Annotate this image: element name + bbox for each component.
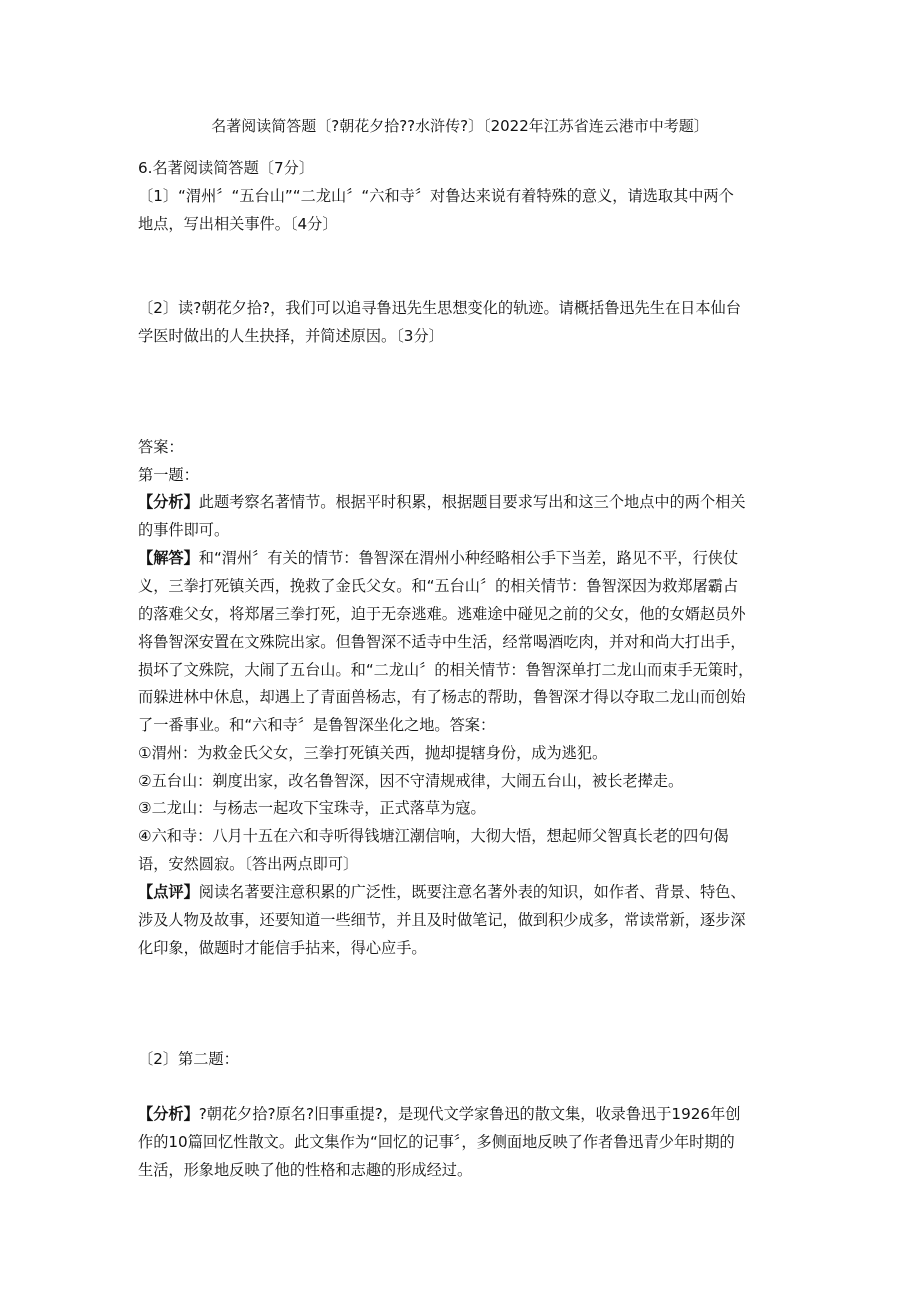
second-question-label: 〔2〕第二题： (138, 1050, 239, 1068)
analysis2-text: ?朝花夕拾?原名?旧事重提?，是现代文学家鲁迅的散文集，收录鲁迅于1926年创 (198, 1105, 741, 1123)
analysis2-line-1 (138, 1104, 788, 1124)
answer-item-4-line-2: 语，安然圆寂。〔答出两点即可〕 (138, 855, 359, 873)
answer-label: 答案： (138, 438, 184, 456)
comment-tag: 【点评】 (138, 883, 199, 901)
answer-item-2: ②五台山：剃度出家，改名鲁智深，因不守清规戒律，大闹五台山，被长老撵走。 (138, 772, 684, 790)
first-question-label: 第一题： (138, 466, 199, 484)
solution-line-2: 义，三拳打死镇关西，挽救了金氏父女。和“五台山〞的相关情节：鲁智深因为救郑屠霸占 (138, 577, 739, 595)
comment-line-3: 化印象，做题时才能信手拈来，得心应手。 (138, 939, 427, 957)
comment-line-2: 涉及人物及故事，还要知道一些细节，并且及时做笔记，做到积少成多，常读常新，逐步深 (138, 911, 746, 929)
analysis2-line-2: 作的10篇回忆性散文。此文集作为“回忆的记事〞，多侧面地反映了作者鲁迅青少年时期的 (138, 1133, 735, 1151)
solution-line-3: 的落难父女，将郑屠三拳打死，迫于无奈逃难。逃难途中碰见之前的父女，他的女婿赵员外 (138, 605, 746, 623)
solution-line-7: 了一番事业。和“六和寺〞是鲁智深坐化之地。答案： (138, 716, 496, 734)
solution-line-6: 而躲进林中休息，却遇上了青面兽杨志，有了杨志的帮助，鲁智深才得以夺取二龙山而创始 (138, 688, 746, 706)
comment-text: 阅读名著要注意积累的广泛性，既要注意名著外表的知识，如作者、背景、特色、 (198, 883, 746, 901)
analysis2-tag: 【分析】 (138, 1105, 199, 1123)
solution-text: 和“渭州〞有关的情节：鲁智深在渭州小种经略相公手下当差，路见不平，行侠仗 (198, 549, 739, 567)
solution-line-4: 将鲁智深安置在文殊院出家。但鲁智深不适寺中生活，经常喝酒吃肉，并对和尚大打出手， (138, 633, 746, 651)
analysis-text: 此题考察名著情节。根据平时积累，根据题目要求写出和这三个地点中的两个相关 (198, 493, 746, 511)
answer-item-3: ③二龙山：与杨志一起攻下宝珠寺，正式落草为寇。 (138, 799, 486, 817)
solution-line-1 (138, 548, 788, 568)
analysis-tag: 【分析】 (138, 493, 199, 511)
comment-line-1 (138, 882, 788, 902)
analysis-line-1 (138, 492, 788, 512)
question-2-line-2: 学医时做出的人生抉择，并简述原因。〔3分〕 (138, 327, 444, 345)
solution-line-5: 损坏了文殊院，大闹了五台山。和“二龙山〞的相关情节：鲁智深单打二龙山而束手无策时， (138, 661, 754, 679)
question-heading: 6.名著阅读简答题〔7分〕 (138, 159, 315, 177)
question-1-line-1: 〔1〕“渭州〞“五台山”“二龙山〞“六和寺〞对鲁达来说有着特殊的意义，请选取其中两个 (138, 187, 734, 205)
answer-item-1: ①渭州：为救金氏父女，三拳打死镇关西，抛却提辖身份，成为逃犯。 (138, 744, 608, 762)
answer-item-4-line-1: ④六和寺：八月十五在六和寺听得钱塘江潮信响，大彻大悟，想起师父智真长老的四句偈 (138, 827, 729, 845)
question-1-line-2: 地点，写出相关事件。〔4分〕 (138, 215, 338, 233)
analysis2-line-3: 生活，形象地反映了他的性格和志趣的形成经过。 (138, 1161, 473, 1179)
page-title: 名著阅读简答题〔?朝花夕拾??水浒传?〕〔2022年江苏省连云港市中考题〕 (211, 117, 709, 135)
analysis-line-2: 的事件即可。 (138, 521, 230, 539)
solution-tag: 【解答】 (138, 549, 199, 567)
question-2-line-1: 〔2〕读?朝花夕拾?，我们可以追寻鲁迅先生思想变化的轨迹。请概括鲁迅先生在日本仙台 (138, 299, 741, 317)
